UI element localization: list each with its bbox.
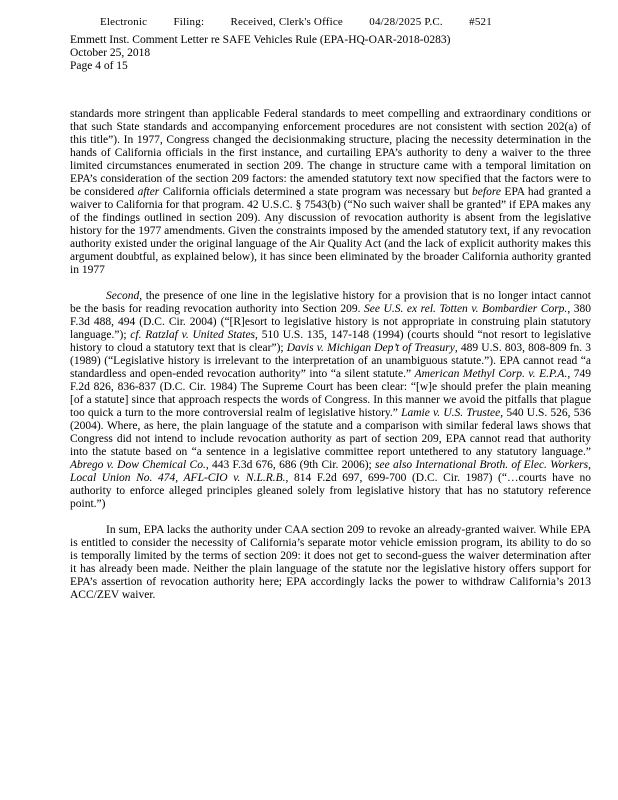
- paragraph: [70, 290, 591, 511]
- body-text: standards more stringent than applicable Federal standards to meet compelling and extraordinary conditions or that such State standards and accompanying enforcement procedures are not consistent with section 202(a) of this title”). In 1977, Congress changed the decisionmaking structure, placing the necessity determination in the hands of California officials in the first instance, and curtailing EPA’s authority to deny a waiver to the three limited circumstances enumerated in section 209. The change in structure came with a temporal limitation on EPA’s consideration of the section 209 factors: the amended statutory text now specified that the factors were to be considered: [70, 108, 591, 198]
- body-text: , 814 F.2d 697, 699-700 (D.C. Cir. 1987) (“…courts have no authority to enforce alleged principles gleaned solely from legislative history that has no statutory reference point.”): [70, 472, 591, 510]
- document-body: [70, 108, 591, 615]
- stamp-received-office: Received, Clerk's Office: [230, 16, 344, 28]
- body-text: , the presence of one line in the legislative history for a provision that is no longer intact cannot be the basis for reading revocation authority into Section 209.: [70, 290, 591, 315]
- citation-text: Davis v. Michigan Dep’t of Treasury: [286, 342, 455, 354]
- stamp-date: 04/28/2025 P.C.: [369, 16, 443, 28]
- body-text: EPA had granted a waiver to California for that program. 42 U.S.C. § 7543(b) (“No such waiver shall be granted” if EPA makes any of the findings outlined in section 209). Any discussion of revocation authority is absent from the legislative history for the 1977 amendments. Given the constraints imposed by the amended statutory text, if any revocation authority existed under the original language of the Air Quality Act (and the lack of explicit authority makes this argument doubtful, as explained below), it has since been eliminated by the broader California authority granted in 1977: [70, 186, 591, 276]
- citation-text: See U.S. ex rel. Totten v. Bombardier Corp.: [364, 303, 568, 315]
- header-date: October 25, 2018: [70, 47, 151, 59]
- paragraph: [70, 108, 591, 277]
- citation-text: cf. Ratzlaf v. United States: [130, 329, 256, 341]
- citation-text: Abrego v. Dow Chemical Co.: [70, 459, 206, 471]
- header-title: Emmett Inst. Comment Letter re SAFE Vehicles Rule (EPA-HQ-OAR-2018-0283): [70, 34, 451, 46]
- citation-text: see also International Broth. of Elec. Workers, Local Union No. 474, AFL-CIO v. N.L.R.B.: [70, 459, 591, 484]
- body-text: In sum, EPA lacks the authority under CAA section 209 to revoke an already-granted waiver. While EPA is entitled to consider the necessity of California’s separate motor vehicle emission program, its ability to do so is temporally limited by the terms of section 209: it does not get to second-guess the waiver determination after it has already been made. Neither the plain language of the statute nor the legislative history offers support for EPA’s assertion of revocation authority here; EPA accordingly lacks the power to withdraw California’s 2013 ACC/ZEV waiver.: [70, 524, 591, 601]
- citation-text: before: [472, 186, 501, 198]
- header-page-number: Page 4 of 15: [70, 60, 128, 72]
- body-text: , 510 U.S. 135, 147-148 (1994) (courts should “not resort to legislative history to cloud a statutory text that is clear”);: [70, 329, 592, 354]
- document-header: [70, 34, 450, 73]
- body-text: California officials determined a state program was necessary but: [159, 186, 473, 198]
- body-text: , 540 U.S. 526, 536 (2004). Where, as here, the plain language of the statute and a comparison with similar federal laws shows that Congress did not intend to include revocation authority as part of section 209, EPA cannot read that authority into the statute based on “a sentence in a legislative committee report untethered to any statutory language.”: [70, 407, 592, 458]
- body-text: , 380 F.3d 488, 494 (D.C. Cir. 2004) (“[R]esort to legislative history is not appropriate in construing plain statutory language.”);: [70, 303, 592, 341]
- filing-stamp: [100, 16, 492, 28]
- body-text: , 749 F.2d 826, 836-837 (D.C. Cir. 1984) The Supreme Court has been clear: “[w]e should prefer the plain meaning [of a statute] since that approach respects the words of Congress. In this manner we avoid the pitfalls that plague too quick a turn to the more controversial realm of legislative history.”: [70, 368, 592, 419]
- citation-text: after: [137, 186, 160, 198]
- citation-text: Lamie v. U.S. Trustee: [401, 407, 501, 419]
- paragraph: [70, 524, 591, 602]
- citation-text: Second: [106, 290, 140, 302]
- stamp-filing-label: Filing:: [173, 16, 205, 28]
- citation-text: American Methyl Corp. v. E.P.A.: [414, 368, 568, 380]
- stamp-filing-type: Electronic: [100, 16, 148, 28]
- stamp-number: #521: [469, 16, 492, 28]
- body-text: , 489 U.S. 803, 808-809 fn. 3 (1989) (“Legislative history is irrelevant to the interpretation of an unambiguous statute.”). EPA cannot read “a standardless and open-ended revocation authority” into “a silent statute.”: [70, 342, 591, 380]
- body-text: , 443 F.3d 676, 686 (9th Cir. 2006);: [205, 459, 376, 471]
